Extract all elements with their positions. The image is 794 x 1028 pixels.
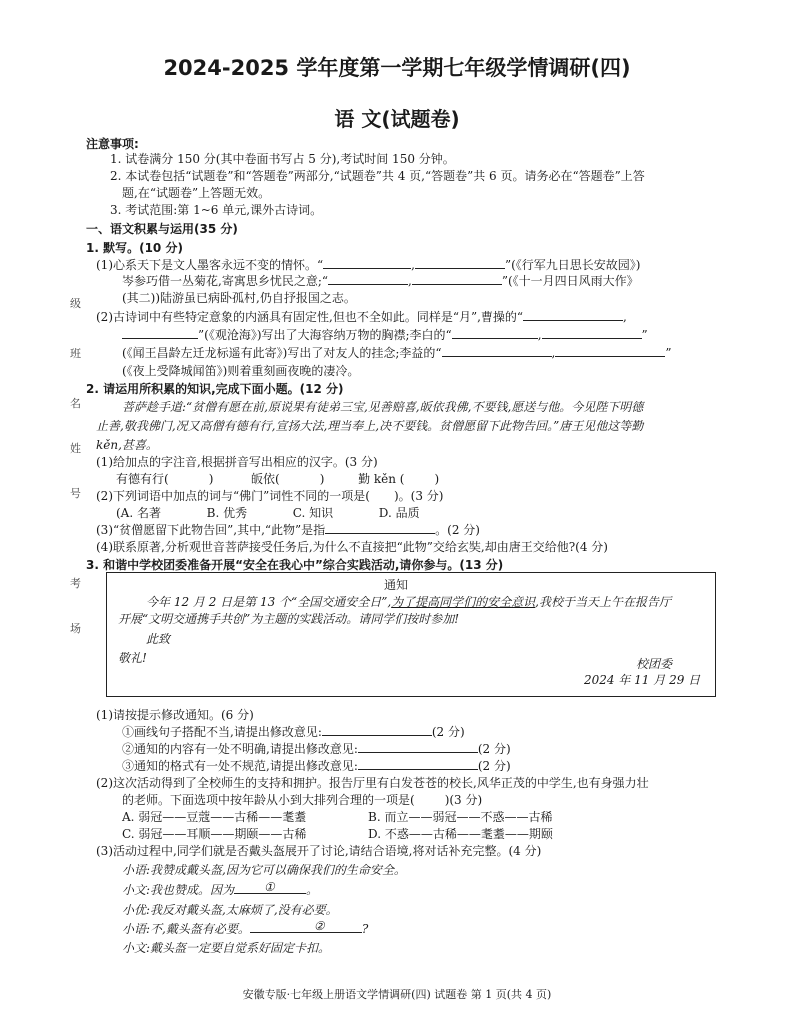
q3-sub1c: ③通知的格式有一处不规范,请提出修改意见: (2 分) <box>122 759 511 773</box>
exam-subtitle: 语 文(试题卷) <box>334 107 460 131</box>
notice-closing: 敬礼! <box>118 651 147 665</box>
dialogue-line: 小文:戴头盔一定要自觉系好固定卡扣。 <box>122 941 331 955</box>
q2-passage: 菩萨趁手道:“贫僧有愿在前,原说果有徒弟三宝,见善赔喜,皈依我佛,不要钱,愿送与他。今见陛下明德 <box>122 400 644 414</box>
answer-blank[interactable] <box>412 273 502 285</box>
q1-line: (《夜上受降城闻笛》)则着重刻画夜晚的凄冷。 <box>122 364 360 378</box>
exam-title: 2024-2025 学年度第一学期七年级学情调研(四) <box>163 56 631 80</box>
q2-stem: 2. 请运用所积累的知识,完成下面小题。(12 分) <box>86 382 344 396</box>
notice-date: 2024 年 11 月 29 日 <box>584 673 701 687</box>
q3-sub1b: ②通知的内容有一处不明确,请提出修改意见: (2 分) <box>122 742 511 756</box>
answer-blank[interactable] <box>555 345 665 357</box>
q3-options <box>122 826 306 842</box>
notice-body: 开展“文明交通携手共创”为主题的实践活动。请同学们按时参加! <box>118 612 460 626</box>
q1-line: 岑参巧借一丛菊花,寄寓思乡忧民之意;“ , ”(《十一月四日风雨大作》 <box>122 274 639 288</box>
option-b[interactable]: B. 优秀 <box>206 506 248 520</box>
q2-sub3: (3)“贫僧愿留下此物告回”,其中,“此物”是指 。(2 分) <box>96 523 480 537</box>
notice-body: 今年 12 月 2 日是第 13 个“全国交通安全日”,为了提高同学们的安全意识,我校于当天上午在报告厅 <box>146 595 671 609</box>
q1-line: (其二))陆游虽已病卧孤村,仍自抒报国之志。 <box>122 291 356 305</box>
answer-blank[interactable] <box>452 327 538 339</box>
section-heading: 一、语文积累与运用(35 分) <box>86 222 238 236</box>
notes-item: 1. 试卷满分 150 分(其中卷面书写占 5 分),考试时间 150 分钟。 <box>110 152 455 166</box>
q3-options <box>122 809 306 825</box>
q3-stem: 3. 和谐中学校团委准备开展“安全在我心中”综合实践活动,请你参与。(13 分) <box>86 558 504 572</box>
margin-char: 场 <box>70 622 81 635</box>
q1-line: (1)心系天下是文人墨客永远不变的情怀。“ , ”(《行军九日思长安故园》) <box>96 258 641 272</box>
margin-char: 号 <box>70 487 81 500</box>
answer-blank[interactable] <box>442 345 552 357</box>
notice-closing: 此致 <box>146 632 171 646</box>
answer-blank[interactable] <box>523 309 623 321</box>
q3-sub3: (3)活动过程中,同学们就是否戴头盔展开了讨论,请结合语境,将对话补充完整。(4 分) <box>96 844 542 858</box>
answer-blank[interactable] <box>542 327 642 339</box>
q3-sub2: (2)这次活动得到了全校师生的支持和拥护。报告厅里有白发苍苍的校长,风华正茂的中学生,也有身强力壮 <box>96 776 649 790</box>
notes-heading: 注意事项: <box>86 137 139 151</box>
option-d[interactable]: D. 不惑——古稀——耄耋——期颐 <box>368 827 553 841</box>
answer-blank[interactable] <box>358 741 478 753</box>
q1-line: (《闻王昌龄左迁龙标遥有此寄》)写出了对友人的挂念;李益的“ , ” <box>122 346 672 360</box>
q3-sub2: 的老师。下面选项中按年龄从小到大排列合理的一项是( )(3 分) <box>122 793 483 807</box>
q1-line: (2)古诗词中有些特定意象的内涵具有固定性,但也不全如此。同样是“月”,曹操的“ , <box>96 310 627 324</box>
answer-blank[interactable] <box>415 257 505 269</box>
margin-char: 级 <box>70 297 81 310</box>
margin-char: 姓 <box>70 442 81 455</box>
answer-blank[interactable] <box>322 724 432 736</box>
margin-char: 名 <box>70 397 81 410</box>
q3-sub1: (1)请按提示修改通知。(6 分) <box>96 708 254 722</box>
notes-item: 3. 考试范围:第 1~6 单元,课外古诗词。 <box>110 203 323 217</box>
notice-underlined-sentence: 为了提高同学们的安全意识 <box>391 595 536 609</box>
notice-title: 通知 <box>384 578 409 592</box>
q3-options <box>368 809 552 825</box>
q2-sub1-items: 有德有行( ) 皈依( ) 勤 kěn ( ) <box>116 472 440 486</box>
answer-blank[interactable] <box>328 273 408 285</box>
q2-sub4: (4)联系原著,分析观世音菩萨接受任务后,为什么不直接把“此物”交给玄奘,却由唐王交给他?(4 分) <box>96 540 608 554</box>
margin-char: 考 <box>70 577 81 590</box>
option-c[interactable]: C. 知识 <box>292 506 334 520</box>
option-c[interactable]: C. 弱冠——耳顺——期颐——古稀 <box>122 827 307 841</box>
notes-item: 题,在“试题卷”上答题无效。 <box>122 186 271 200</box>
option-a[interactable]: A. 弱冠——豆蔻——古稀——耄耋 <box>122 810 307 824</box>
answer-blank-1[interactable]: ① <box>234 882 306 894</box>
answer-blank-2[interactable]: ② <box>250 921 362 933</box>
q3-sub1a: ①画线句子搭配不当,请提出修改意见: (2 分) <box>122 725 465 739</box>
answer-blank[interactable] <box>122 327 198 339</box>
answer-blank[interactable] <box>323 257 411 269</box>
q2-sub1: (1)给加点的字注音,根据拼音写出相应的汉字。(3 分) <box>96 455 378 469</box>
notes-item: 2. 本试卷包括“试题卷”和“答题卷”两部分,“试题卷”共 4 页,“答题卷”共 6 页。请务必在“答题卷”上答 <box>110 169 645 183</box>
q2-sub2: (2)下列词语中加点的词与“佛门”词性不同的一项是( )。(3 分) <box>96 489 444 503</box>
q2-options <box>116 505 420 521</box>
dialogue-line: 小语:不,戴头盔有必要。 ② ? <box>122 919 369 936</box>
answer-blank[interactable] <box>358 758 478 770</box>
option-d[interactable]: D. 品质 <box>378 506 420 520</box>
q1-line: ”(《观沧海》)写出了大海容纳万物的胸襟;李白的“ , ” <box>122 327 648 343</box>
page-footer: 安徽专版·七年级上册语文学情调研(四) 试题卷 第 1 页(共 4 页) <box>242 988 552 1001</box>
q3-options <box>368 826 553 842</box>
dialogue-line: 小文:我也赞成。因为 ① 。 <box>122 880 319 897</box>
option-a[interactable]: (A. 名著 <box>116 506 161 520</box>
dialogue-line: 小语:我赞成戴头盔,因为它可以确保我们的生命安全。 <box>122 863 406 877</box>
q1-stem: 1. 默写。(10 分) <box>86 241 183 255</box>
q2-passage: 止善,敬我佛门,况又高僧有德有行,宣扬大法,理当奉上,决不要钱。贫僧愿留下此物告回。”唐王见他这等勤 <box>96 419 644 433</box>
notice-signature: 校团委 <box>636 657 673 671</box>
option-b[interactable]: B. 而立——弱冠——不惑——古稀 <box>368 810 553 824</box>
margin-char: 班 <box>70 347 81 360</box>
answer-blank[interactable] <box>325 522 435 534</box>
dialogue-line: 小优:我反对戴头盔,太麻烦了,没有必要。 <box>122 903 338 917</box>
q2-passage: kěn,甚喜。 <box>96 438 158 452</box>
